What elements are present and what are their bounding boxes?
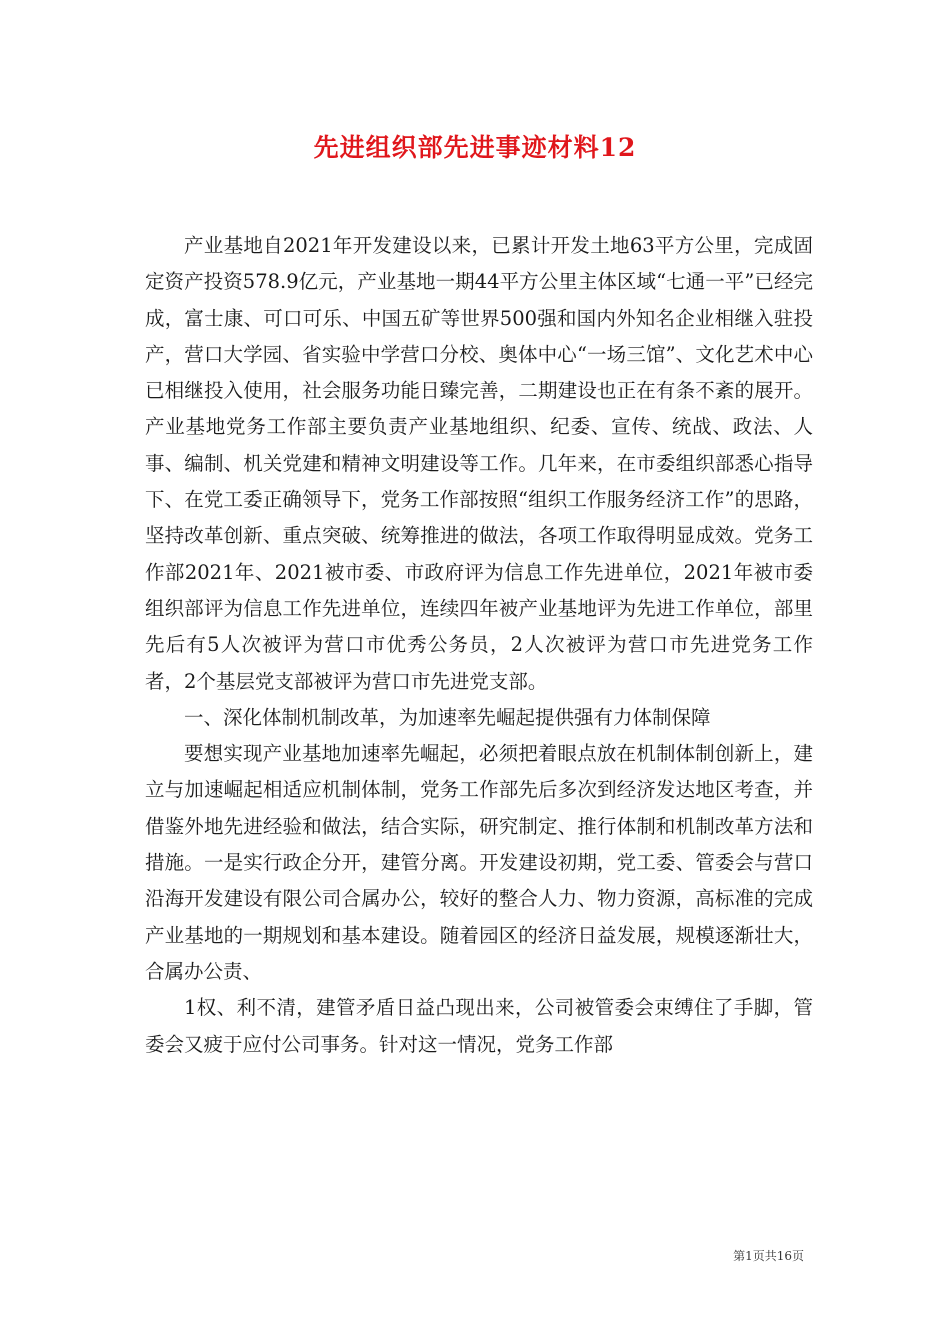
page-number: 第1页共16页 [733,1249,804,1263]
document-title: 先进组织部先进事迹材料12 [313,133,637,162]
section-heading-1: 一、深化体制机制改革，为加速率先崛起提供强有力体制保障 [184,705,711,729]
paragraph-section-1: 要想实现产业基地加速率先崛起，必须把着眼点放在机制体制创新上，建立与加速崛起相适应机制体制，党务工作部先后多次到经济发达地区考查，并借鉴外地先进经验和做法，结合实际，研究制定、推行体制和机制改革方法和措施。一是实行政企分开，建管分离。开发建设初期，党工委、管委会与营口沿海开发建设有限公司合属办公，较好的整合人力、物力资源，高标准的完成产业基地的一期规划和基本建设。随着园区的经济日益发展，规模逐渐壮大，合属办公责、 [145,742,813,983]
document-body [145,228,813,1063]
paragraph-continued: 1权、利不清，建管矛盾日益凸现出来，公司被管委会束缚住了手脚，管委会又疲于应付公司事务。针对这一情况，党务工作部 [145,996,813,1056]
paragraph-intro: 产业基地自2021年开发建设以来，已累计开发土地63平方公里，完成固定资产投资578.9亿元，产业基地一期44平方公里主体区域“七通一平”已经完成，富士康、可口可乐、中国五矿等世界500强和国内外知名企业相继入驻投产，营口大学园、省实验中学营口分校、奥体中心“一场三馆”、文化艺术中心已相继投入使用，社会服务功能日臻完善，二期建设也正在有条不紊的展开。产业基地党务工作部主要负责产业基地组织、纪委、宣传、统战、政法、人事、编制、机关党建和精神文明建设等工作。几年来，在市委组织部悉心指导下、在党工委正确领导下，党务工作部按照“组织工作服务经济工作”的思路，坚持改革创新、重点突破、统筹推进的做法，各项工作取得明显成效。党务工作部2021年、2021被市委、市政府评为信息工作先进单位，2021年被市委组织部评为信息工作先进单位，连续四年被产业基地评为先进工作单位，部里先后有5人次被评为营口市优秀公务员，2人次被评为营口市先进党务工作者，2个基层党支部被评为营口市先进党支部。 [145,234,813,693]
